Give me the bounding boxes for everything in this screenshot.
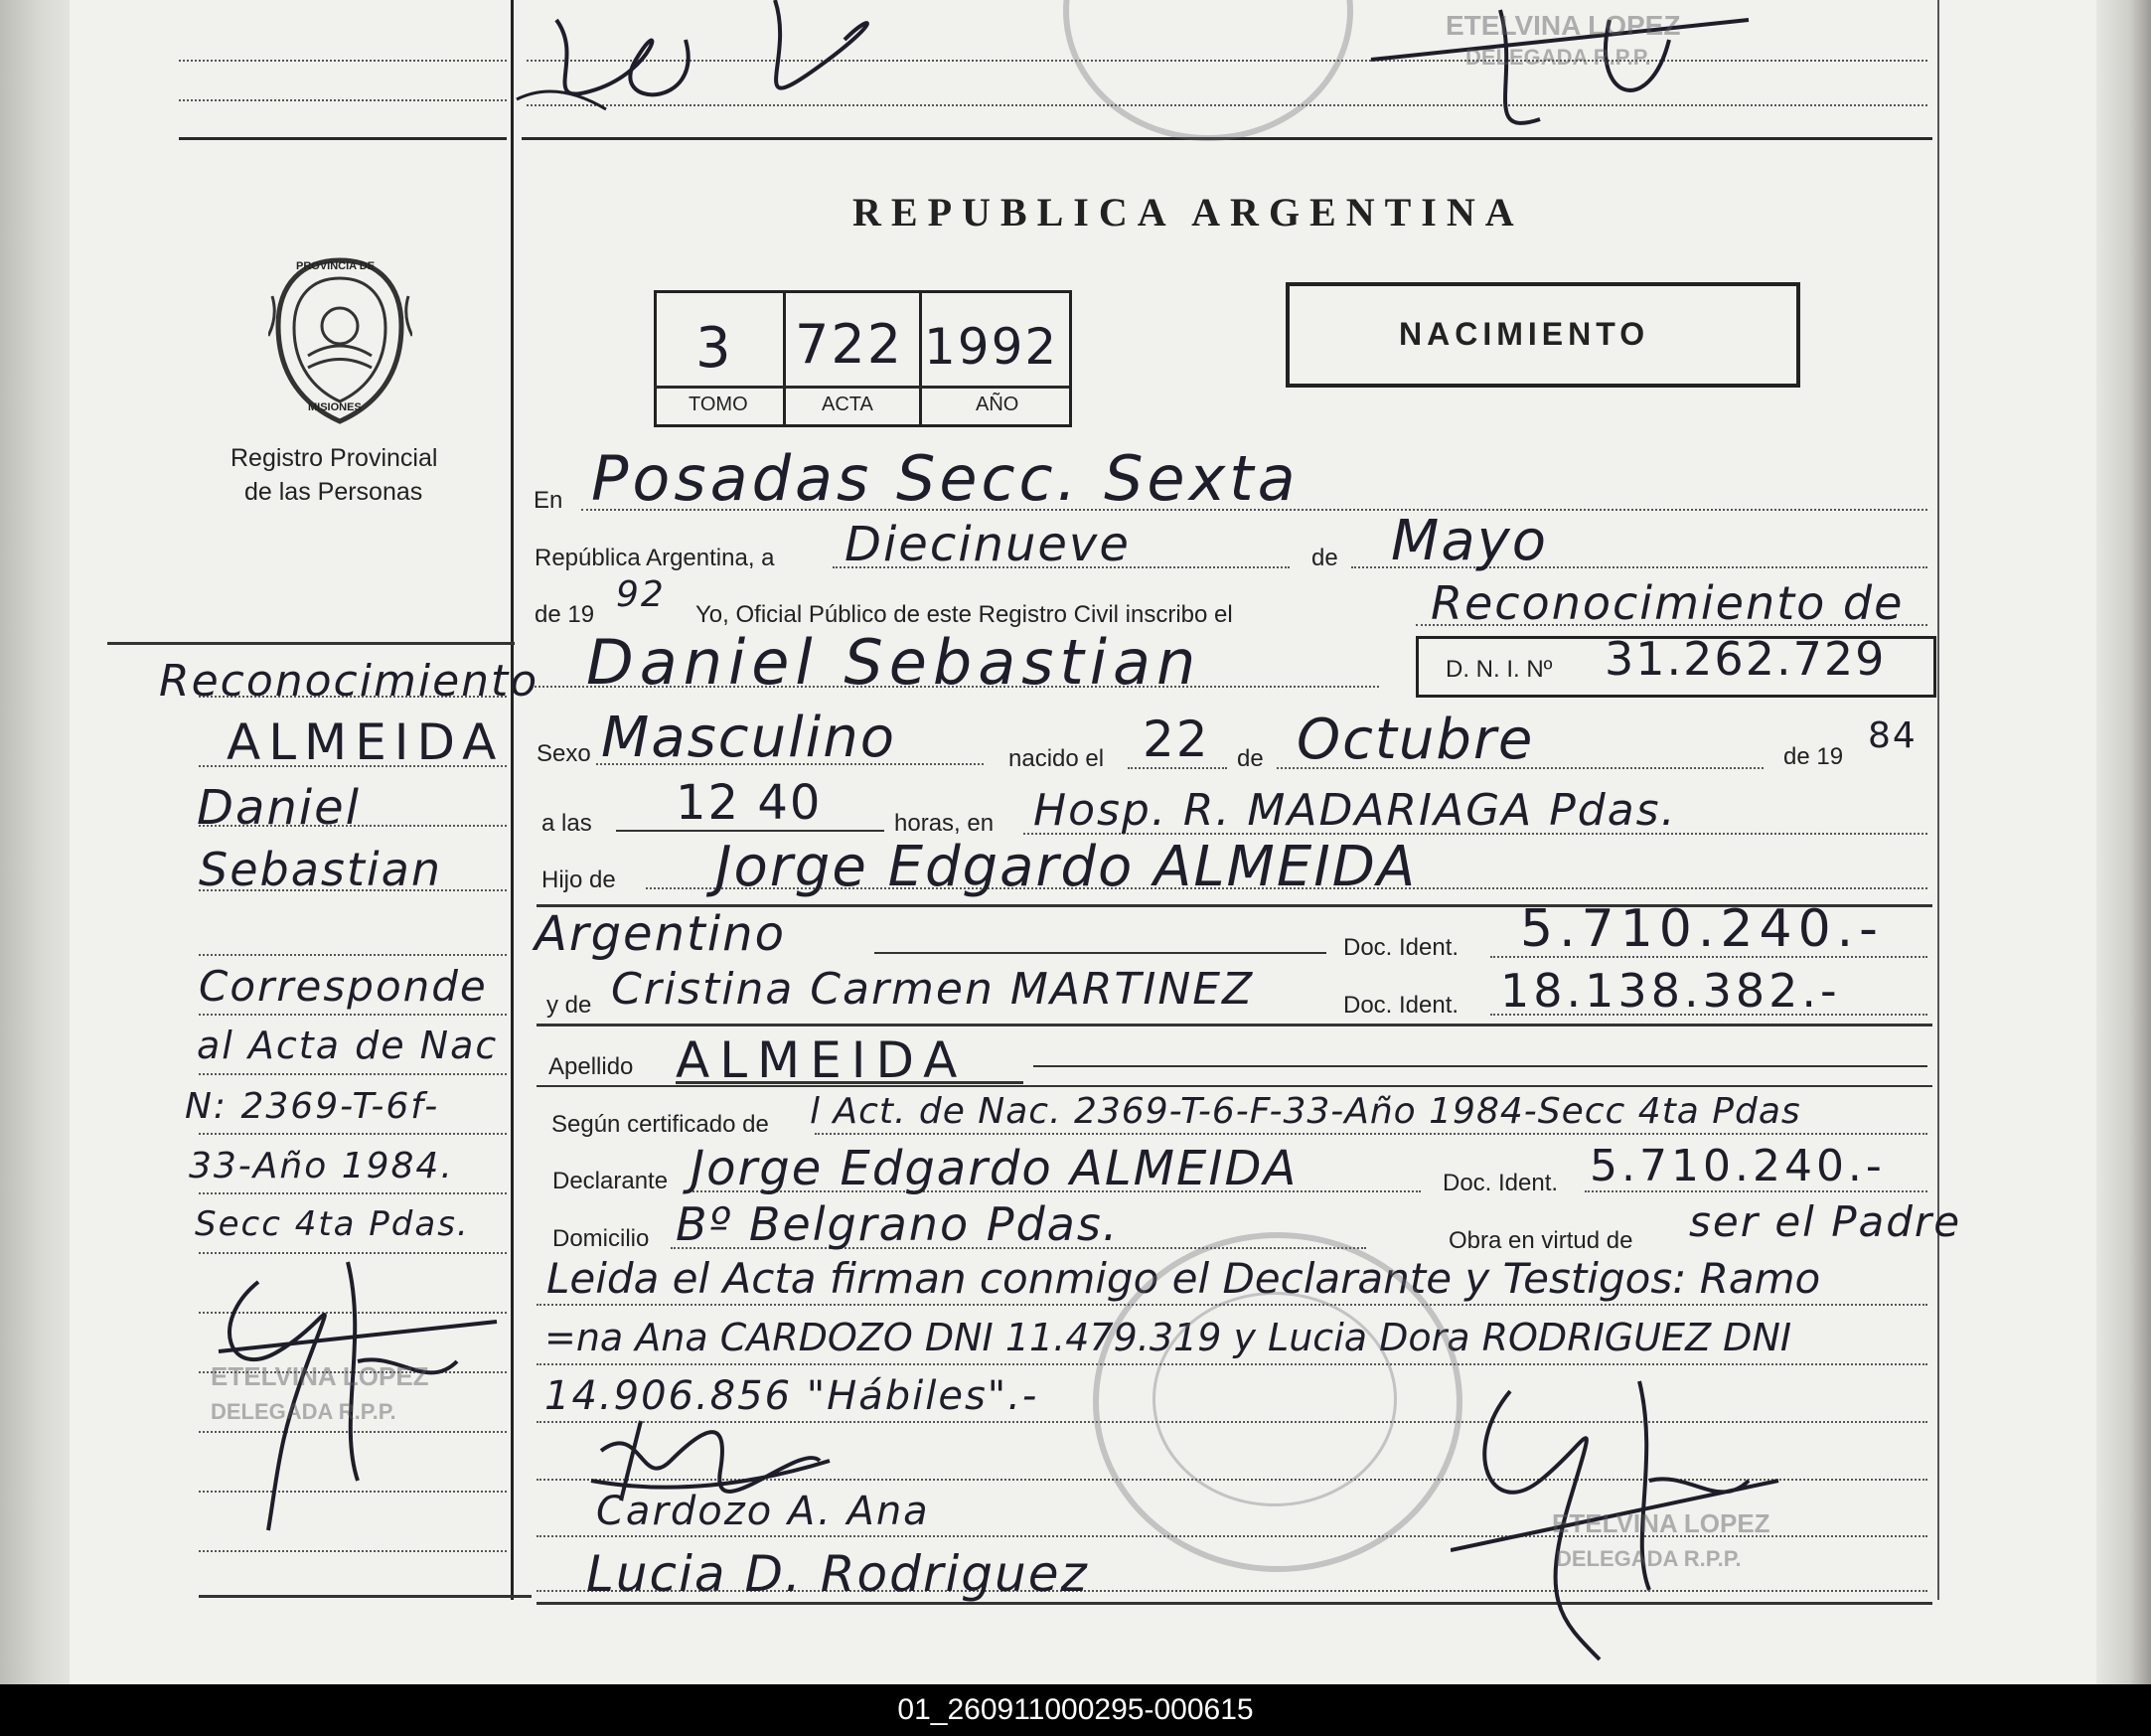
padre-doc-label: Doc. Ident.	[1343, 934, 1460, 961]
registry-round-stamp-inner	[1152, 1292, 1397, 1506]
alas-label: a las	[541, 810, 592, 837]
seal-top-text: PROVINCIA DE	[296, 260, 376, 272]
margin-surname: ALMEIDA	[227, 713, 505, 771]
dia-value: Diecinueve	[845, 517, 1131, 572]
anio-inscripcion: 92	[616, 574, 666, 615]
hora-value: 12 40	[676, 775, 823, 831]
image-filename: 01_260911000295-000615	[897, 1693, 1254, 1726]
margin-correspond4: 33-Año 1984.	[189, 1146, 454, 1186]
margin-line	[199, 954, 507, 956]
page-edge	[2096, 0, 2151, 1684]
sexo-value: Masculino	[601, 706, 896, 770]
tomo-label: TOMO	[689, 394, 748, 415]
horas-label: horas, en	[894, 810, 995, 837]
prev-stamp-title: DELEGADA R.P.P.	[1465, 45, 1651, 70]
declarante-doc-label: Doc. Ident.	[1443, 1170, 1559, 1196]
yde-label: y de	[546, 992, 592, 1019]
margin-line	[199, 1014, 507, 1016]
de-label: de	[1311, 545, 1338, 571]
anio-value: 1992	[924, 318, 1059, 376]
dni-value: 31.262.729	[1605, 632, 1887, 686]
apellido-label: Apellido	[548, 1053, 634, 1080]
hijo-label: Hijo de	[541, 867, 616, 893]
nacido-dia: 22	[1143, 710, 1210, 768]
segun-line	[815, 1133, 1927, 1135]
record-box-divider	[919, 290, 922, 424]
padre-nac-line	[874, 952, 1326, 954]
margin-line	[199, 1073, 507, 1075]
margin-note-title: Reconocimiento	[159, 656, 539, 707]
prev-stamp-text: ETELVINA LOPEZ	[1446, 10, 1681, 41]
de19b-label: de 19	[1783, 743, 1844, 770]
declarante-doc: 5.710.240.-	[1590, 1141, 1886, 1191]
madre-doc-label: Doc. Ident.	[1343, 992, 1460, 1019]
padre-nacionalidad: Argentino	[535, 906, 786, 962]
segun-label: Según certificado de	[551, 1111, 769, 1138]
obra-label: Obra en virtud de	[1449, 1227, 1633, 1254]
lugar-value: Hosp. R. MADARIAGA Pdas.	[1033, 785, 1677, 836]
margin-correspond5: Secc 4ta Pdas.	[195, 1204, 470, 1244]
acta-value: 722	[795, 313, 904, 376]
tomo-value: 3	[695, 316, 733, 381]
de19-label: de 19	[535, 601, 595, 628]
record-type: NACIMIENTO	[1399, 316, 1650, 352]
row-divider	[537, 1085, 1932, 1087]
en-label: En	[534, 487, 563, 514]
mes-value: Mayo	[1391, 509, 1549, 573]
margin-note-underline	[107, 642, 515, 645]
seal-bottom-text: MISIONES	[308, 401, 362, 413]
registry-name-line1: Registro Provincial	[230, 444, 438, 472]
leida-line1: Leida el Acta firman conmigo el Declarante y Testigos: Ramo	[546, 1254, 1821, 1303]
witness1-signature: Cardozo A. Ana	[596, 1489, 930, 1534]
prev-record-line	[179, 99, 507, 101]
margin-name2: Sebastian	[199, 843, 443, 896]
nacido-anio: 84	[1868, 715, 1918, 756]
margin-name1: Daniel	[197, 780, 361, 836]
nacido-mes: Octubre	[1297, 708, 1535, 772]
nombre-value: Daniel Sebastian	[586, 626, 1202, 699]
inscribo-value: Reconocimiento de	[1431, 576, 1905, 630]
padre-value: Jorge Edgardo ALMEIDA	[715, 835, 1418, 899]
oficial-label: Yo, Oficial Público de este Registro Civil inscribo el	[695, 601, 1233, 628]
right-border	[1937, 0, 1939, 1600]
prev-signature	[497, 0, 1053, 139]
padre-doc: 5.710.240.-	[1520, 899, 1884, 959]
segun-value: l Act. de Nac. 2369-T-6-F-33-Año 1984-Secc 4ta Pdas	[810, 1091, 1801, 1132]
record-box-divider	[783, 290, 786, 424]
margin-line	[199, 1550, 507, 1552]
document-title: REPUBLICA ARGENTINA	[852, 190, 1524, 235]
image-filename-bar	[0, 1684, 2151, 1736]
margin-end-line	[199, 1595, 532, 1598]
domicilio-value: Bº Belgrano Pdas.	[676, 1197, 1120, 1251]
nacido-label: nacido el	[1008, 745, 1105, 772]
apellido-underline	[676, 1081, 1023, 1084]
anio-label: AÑO	[976, 394, 1019, 415]
margin-line	[199, 1133, 507, 1135]
margin-stamp-title: DELEGADA R.P.P.	[211, 1399, 396, 1424]
top-rule-left	[179, 137, 507, 140]
province-seal-icon	[268, 256, 412, 425]
domicilio-label: Domicilio	[552, 1225, 650, 1252]
declarante-value: Jorge Edgardo ALMEIDA	[691, 1141, 1299, 1196]
margin-line	[199, 1192, 507, 1194]
dni-label: D. N. I. Nº	[1446, 656, 1553, 683]
margin-correspond3: N: 2369-T-6f-	[185, 1086, 440, 1127]
obra-value: ser el Padre	[1689, 1197, 1962, 1246]
record-box-rule	[654, 386, 1069, 389]
witness2-signature: Lucia D. Rodriguez	[586, 1545, 1089, 1603]
margin-stamp-name: ETELVINA LOPEZ	[211, 1361, 429, 1391]
apellido-line	[1033, 1065, 1927, 1067]
leida-line2: =na Ana CARDOZO DNI 11.479.319 y Lucia Dora RODRIGUEZ DNI	[544, 1316, 1792, 1359]
row-divider	[537, 1024, 1932, 1026]
madre-value: Cristina Carmen MARTINEZ	[611, 964, 1255, 1015]
officer-stamp-name: ETELVINA LOPEZ	[1552, 1508, 1770, 1538]
leida-line3: 14.906.856 "Hábiles".-	[544, 1373, 1039, 1419]
officer-stamp-title: DELEGADA R.P.P.	[1556, 1546, 1742, 1571]
declarante-label: Declarante	[552, 1168, 669, 1194]
margin-correspond1: Corresponde	[199, 962, 488, 1011]
republica-label: República Argentina, a	[535, 545, 775, 571]
apellido-value: ALMEIDA	[676, 1031, 968, 1089]
registry-name-line2: de las Personas	[244, 478, 423, 506]
en-value: Posadas Secc. Sexta	[591, 442, 1300, 515]
de2-label: de	[1237, 745, 1264, 772]
madre-doc: 18.138.382.-	[1500, 964, 1841, 1018]
margin-correspond2: al Acta de Nac	[197, 1024, 499, 1067]
sexo-label: Sexo	[537, 740, 591, 767]
prev-record-line	[179, 60, 507, 62]
acta-label: ACTA	[822, 394, 873, 415]
